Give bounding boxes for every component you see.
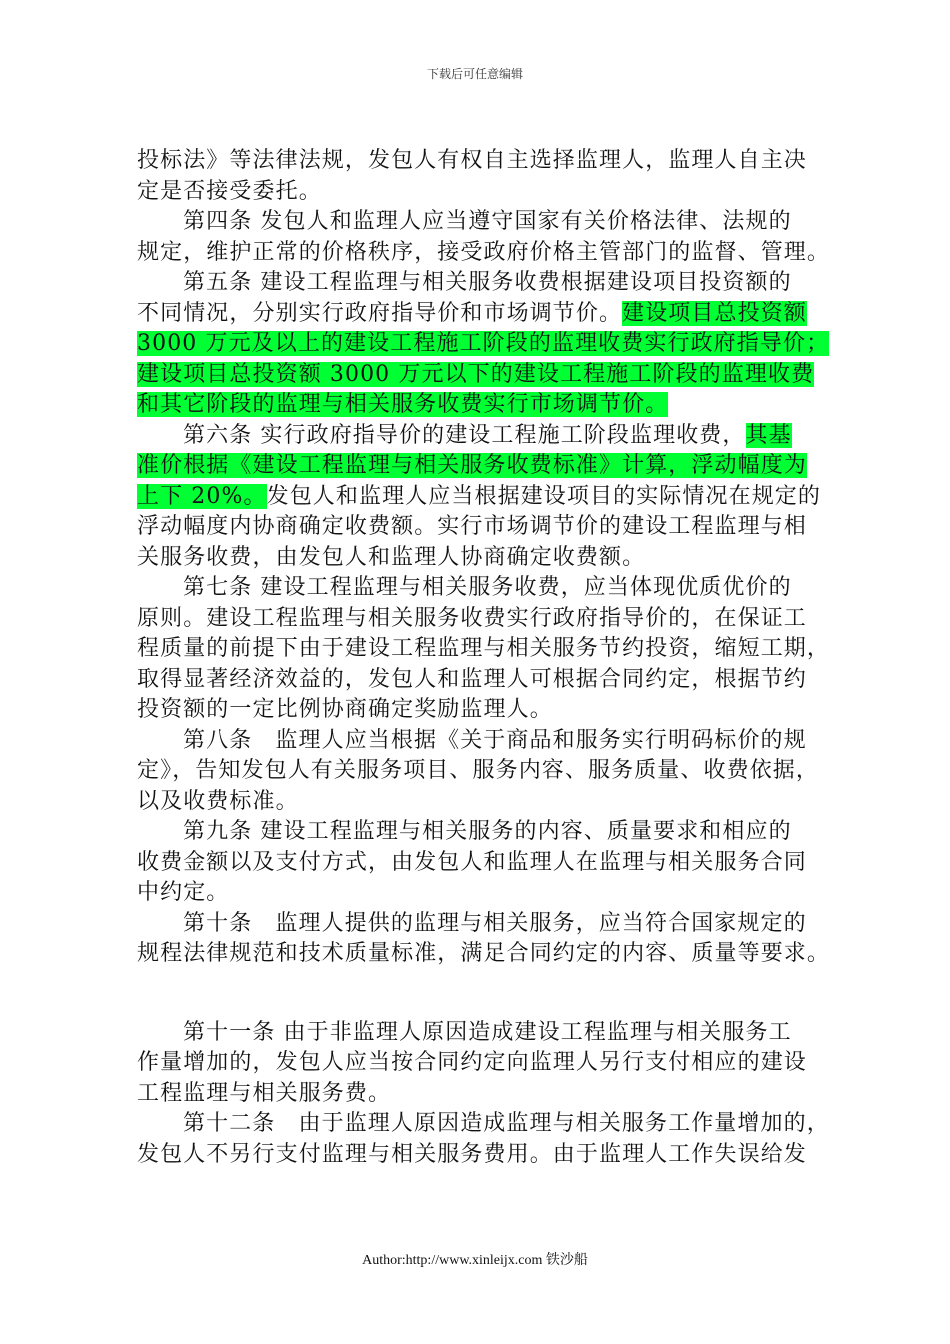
text-segment: 第九条 建设工程监理与相关服务的内容、质量要求和相应的 [183, 819, 792, 844]
paragraph [137, 421, 837, 574]
text-segment: 投资额的一定比例协商确定奖励监理人。 [137, 697, 553, 722]
text-line [137, 268, 837, 299]
page-footer: Author:http://www.xinleijx.com 铁沙船 [362, 1253, 588, 1268]
text-line [137, 207, 837, 238]
text-segment: 关服务收费，由发包人和监理人协商确定收费额。 [137, 544, 646, 570]
text-segment: 发包人和监理人应当根据建设项目的实际情况在规定的 [266, 483, 821, 509]
text-line [137, 787, 837, 818]
text-line [137, 512, 837, 543]
text-segment: 第六条 实行政府指导价的建设工程施工阶段监理收费， [183, 422, 746, 448]
paragraph [137, 1018, 837, 1110]
text-segment: 程质量的前提下由于建设工程监理与相关服务节约投资，缩短工期， [137, 636, 831, 661]
highlighted-text: 和其它阶段的监理与相关服务收费实行市场调节价。 [137, 392, 669, 417]
text-line [137, 848, 837, 879]
text-segment: 发包人不另行支付监理与相关服务费用。由于监理人工作失误给发 [137, 1141, 807, 1167]
paragraph-gap [137, 970, 837, 1018]
text-line [137, 1109, 837, 1140]
document-body [137, 146, 837, 1170]
text-line [137, 543, 837, 574]
text-segment: 规程法律规范和技术质量标准，满足合同约定的内容、质量等要求。 [137, 941, 831, 966]
text-line [137, 329, 837, 360]
text-line [137, 909, 837, 940]
text-line [137, 360, 837, 391]
paragraph [137, 268, 837, 421]
text-segment: 中约定。 [137, 880, 230, 905]
text-line [137, 695, 837, 726]
text-line [137, 1048, 837, 1079]
paragraph [137, 817, 837, 909]
paragraph [137, 207, 837, 268]
highlighted-text: 3000 万元及以上的建设工程施工阶段的监理收费实行政府指导价； [137, 331, 830, 356]
text-line [137, 299, 837, 330]
text-line [137, 482, 837, 513]
text-segment: 工程监理与相关服务费。 [137, 1080, 392, 1106]
text-line [137, 756, 837, 787]
text-line [137, 939, 837, 970]
text-segment: 第五条 建设工程监理与相关服务收费根据建设项目投资额的 [183, 270, 792, 295]
text-segment: 第七条 建设工程监理与相关服务收费，应当体现优质优价的 [183, 575, 792, 600]
text-segment: 以及收费标准。 [137, 788, 299, 814]
text-line [137, 665, 837, 696]
text-line [137, 238, 837, 269]
paragraph [137, 909, 837, 970]
text-line [137, 177, 837, 208]
text-line [137, 1079, 837, 1110]
text-line [137, 1018, 837, 1049]
text-segment: 浮动幅度内协商确定收费额。实行市场调节价的建设工程监理与相 [137, 514, 807, 539]
text-segment: 第四条 发包人和监理人应当遵守国家有关价格法律、法规的 [183, 209, 792, 234]
text-segment: 投标法》等法律法规，发包人有权自主选择监理人，监理人自主决 [137, 148, 807, 173]
highlighted-text: 建设项目总投资额 3000 万元以下的建设工程施工阶段的监理收费 [137, 361, 815, 387]
text-line [137, 726, 837, 757]
text-segment: 定是否接受委托。 [137, 178, 322, 204]
text-line [137, 573, 837, 604]
text-segment: 收费金额以及支付方式，由发包人和监理人在监理与相关服务合同 [137, 849, 807, 875]
text-line [137, 451, 837, 482]
text-line [137, 1140, 837, 1171]
paragraph [137, 726, 837, 818]
text-line [137, 604, 837, 635]
text-line [137, 817, 837, 848]
text-segment: 规定，维护正常的价格秩序，接受政府价格主管部门的监督、管理。 [137, 239, 831, 265]
text-segment: 不同情况，分别实行政府指导价和市场调节价。 [137, 300, 623, 326]
text-line [137, 878, 837, 909]
text-segment: 原则。建设工程监理与相关服务收费实行政府指导价的，在保证工 [137, 605, 807, 631]
highlighted-text: 准价根据《建设工程监理与相关服务收费标准》计算，浮动幅度为 [137, 453, 807, 478]
paragraph [137, 573, 837, 726]
text-line [137, 146, 837, 177]
text-line [137, 390, 837, 421]
paragraph [137, 146, 837, 207]
text-segment: 第十条 监理人提供的监理与相关服务，应当符合国家规定的 [183, 910, 807, 936]
text-segment: 定》，告知发包人有关服务项目、服务内容、服务质量、收费依据， [137, 758, 820, 783]
highlighted-text: 其基 [745, 422, 792, 448]
highlighted-text: 建设项目总投资额 [622, 300, 807, 326]
highlighted-text: 上下 20%。 [137, 483, 267, 509]
text-segment: 第十二条 由于监理人原因造成监理与相关服务工作量增加的， [183, 1111, 830, 1136]
text-line [137, 421, 837, 452]
text-segment: 取得显著经济效益的，发包人和监理人可根据合同约定，根据节约 [137, 666, 807, 692]
text-segment: 第八条 监理人应当根据《关于商品和服务实行明码标价的规 [183, 727, 807, 753]
page-header: 下载后可任意编辑 [426, 67, 523, 81]
text-line [137, 634, 837, 665]
text-segment: 第十一条 由于非监理人原因造成建设工程监理与相关服务工 [183, 1019, 792, 1045]
text-segment: 作量增加的，发包人应当按合同约定向监理人另行支付相应的建设 [137, 1050, 807, 1075]
paragraph [137, 1109, 837, 1170]
